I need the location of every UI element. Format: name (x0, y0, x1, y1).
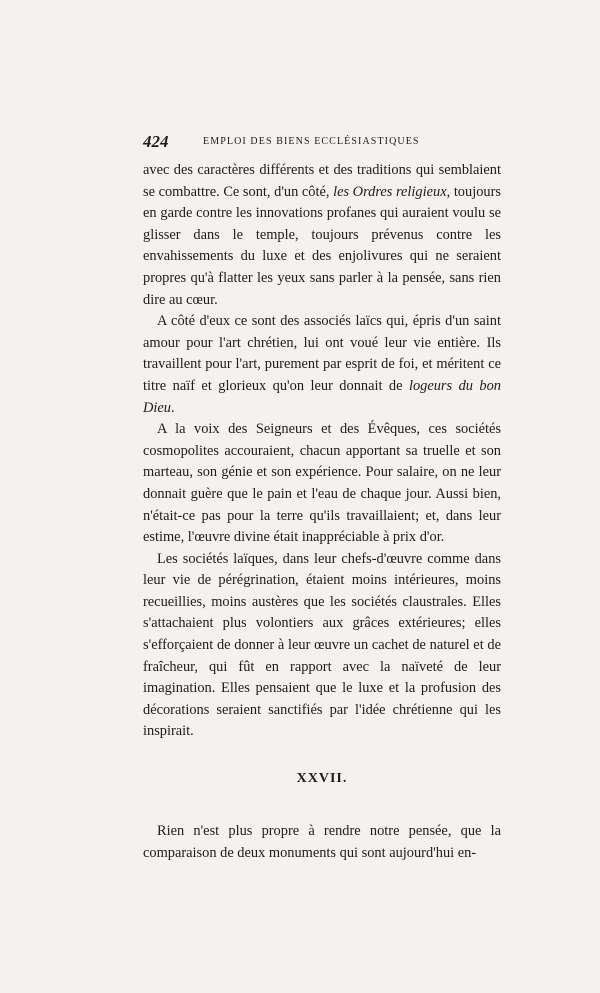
paragraph-3: A la voix des Seigneurs et des Évêques, ces sociétés cosmopolites accouraient, chacun apportant sa truelle et son marteau, son génie et son expérience. Pour salaire, on ne leur donnait guère que le pain et l'eau de chaque jour. Aussi bien, n'était-ce pas pour la terre qu'ils travaillaient; et, dans leur estime, l'œuvre divine était inappréciable à prix d'or. (143, 421, 501, 546)
paragraph-2 (143, 311, 501, 419)
page-body (143, 160, 501, 864)
paragraph-1-italic: les Ordres religieux (333, 183, 447, 200)
page-header (143, 132, 501, 152)
section-heading: XXVII. (296, 771, 348, 787)
paragraph-5: Rien n'est plus propre à rendre notre pensée, que la comparaison de deux monuments qui sont aujourd'hui en- (143, 823, 501, 861)
paragraph-2-text-b: . (170, 399, 175, 416)
paragraph-1-text-a: avec des caractères différents et des traditions qui semblaient se combattre. Ce sont, d'un côté, (143, 162, 501, 200)
paragraph-2-italic: logeurs du bon Dieu (143, 377, 501, 416)
paragraph-4: Les sociétés laïques, dans leur chefs-d'œuvre comme dans leur vie de pérégrination, étaient moins intérieures, moins recueillies, moins austères que les sociétés claustrales. Elles s'attachaient plus volontiers aux grâces extérieures; elles s'efforçaient de donner à leur œuvre un cachet de naturel et de fraîcheur, qui fût en rapport avec la naïveté de leur imagination. Elles pensaient que le luxe et la profusion des décorations seraient sanctifiés par l'idée chrétienne qui les inspirait. (143, 550, 501, 740)
paragraph-1 (143, 160, 501, 311)
page-number: 424 (143, 132, 169, 151)
paragraph-2-text-a: A côté d'eux ce sont des associés laïcs qui, épris d'un saint amour pour l'art chrétien, lui ont voué leur vie entière. Ils travaillent pour l'art, purement par esprit de foi, et méritent ce titre naïf et glorieux qu'on leur donnait de (143, 313, 501, 394)
paragraph-1-text-b: , toujours en garde contre les innovations profanes qui auraient voulu se glisser dans le temple, toujours prévenus contre les envahissements du luxe et des enjolivures qui ne seraient propres qu'à flatter les yeux sans parler à la pensée, sans rien dire au cœur. (143, 183, 501, 308)
running-title: EMPLOI DES BIENS ECCLÉSIASTIQUES (203, 136, 420, 147)
